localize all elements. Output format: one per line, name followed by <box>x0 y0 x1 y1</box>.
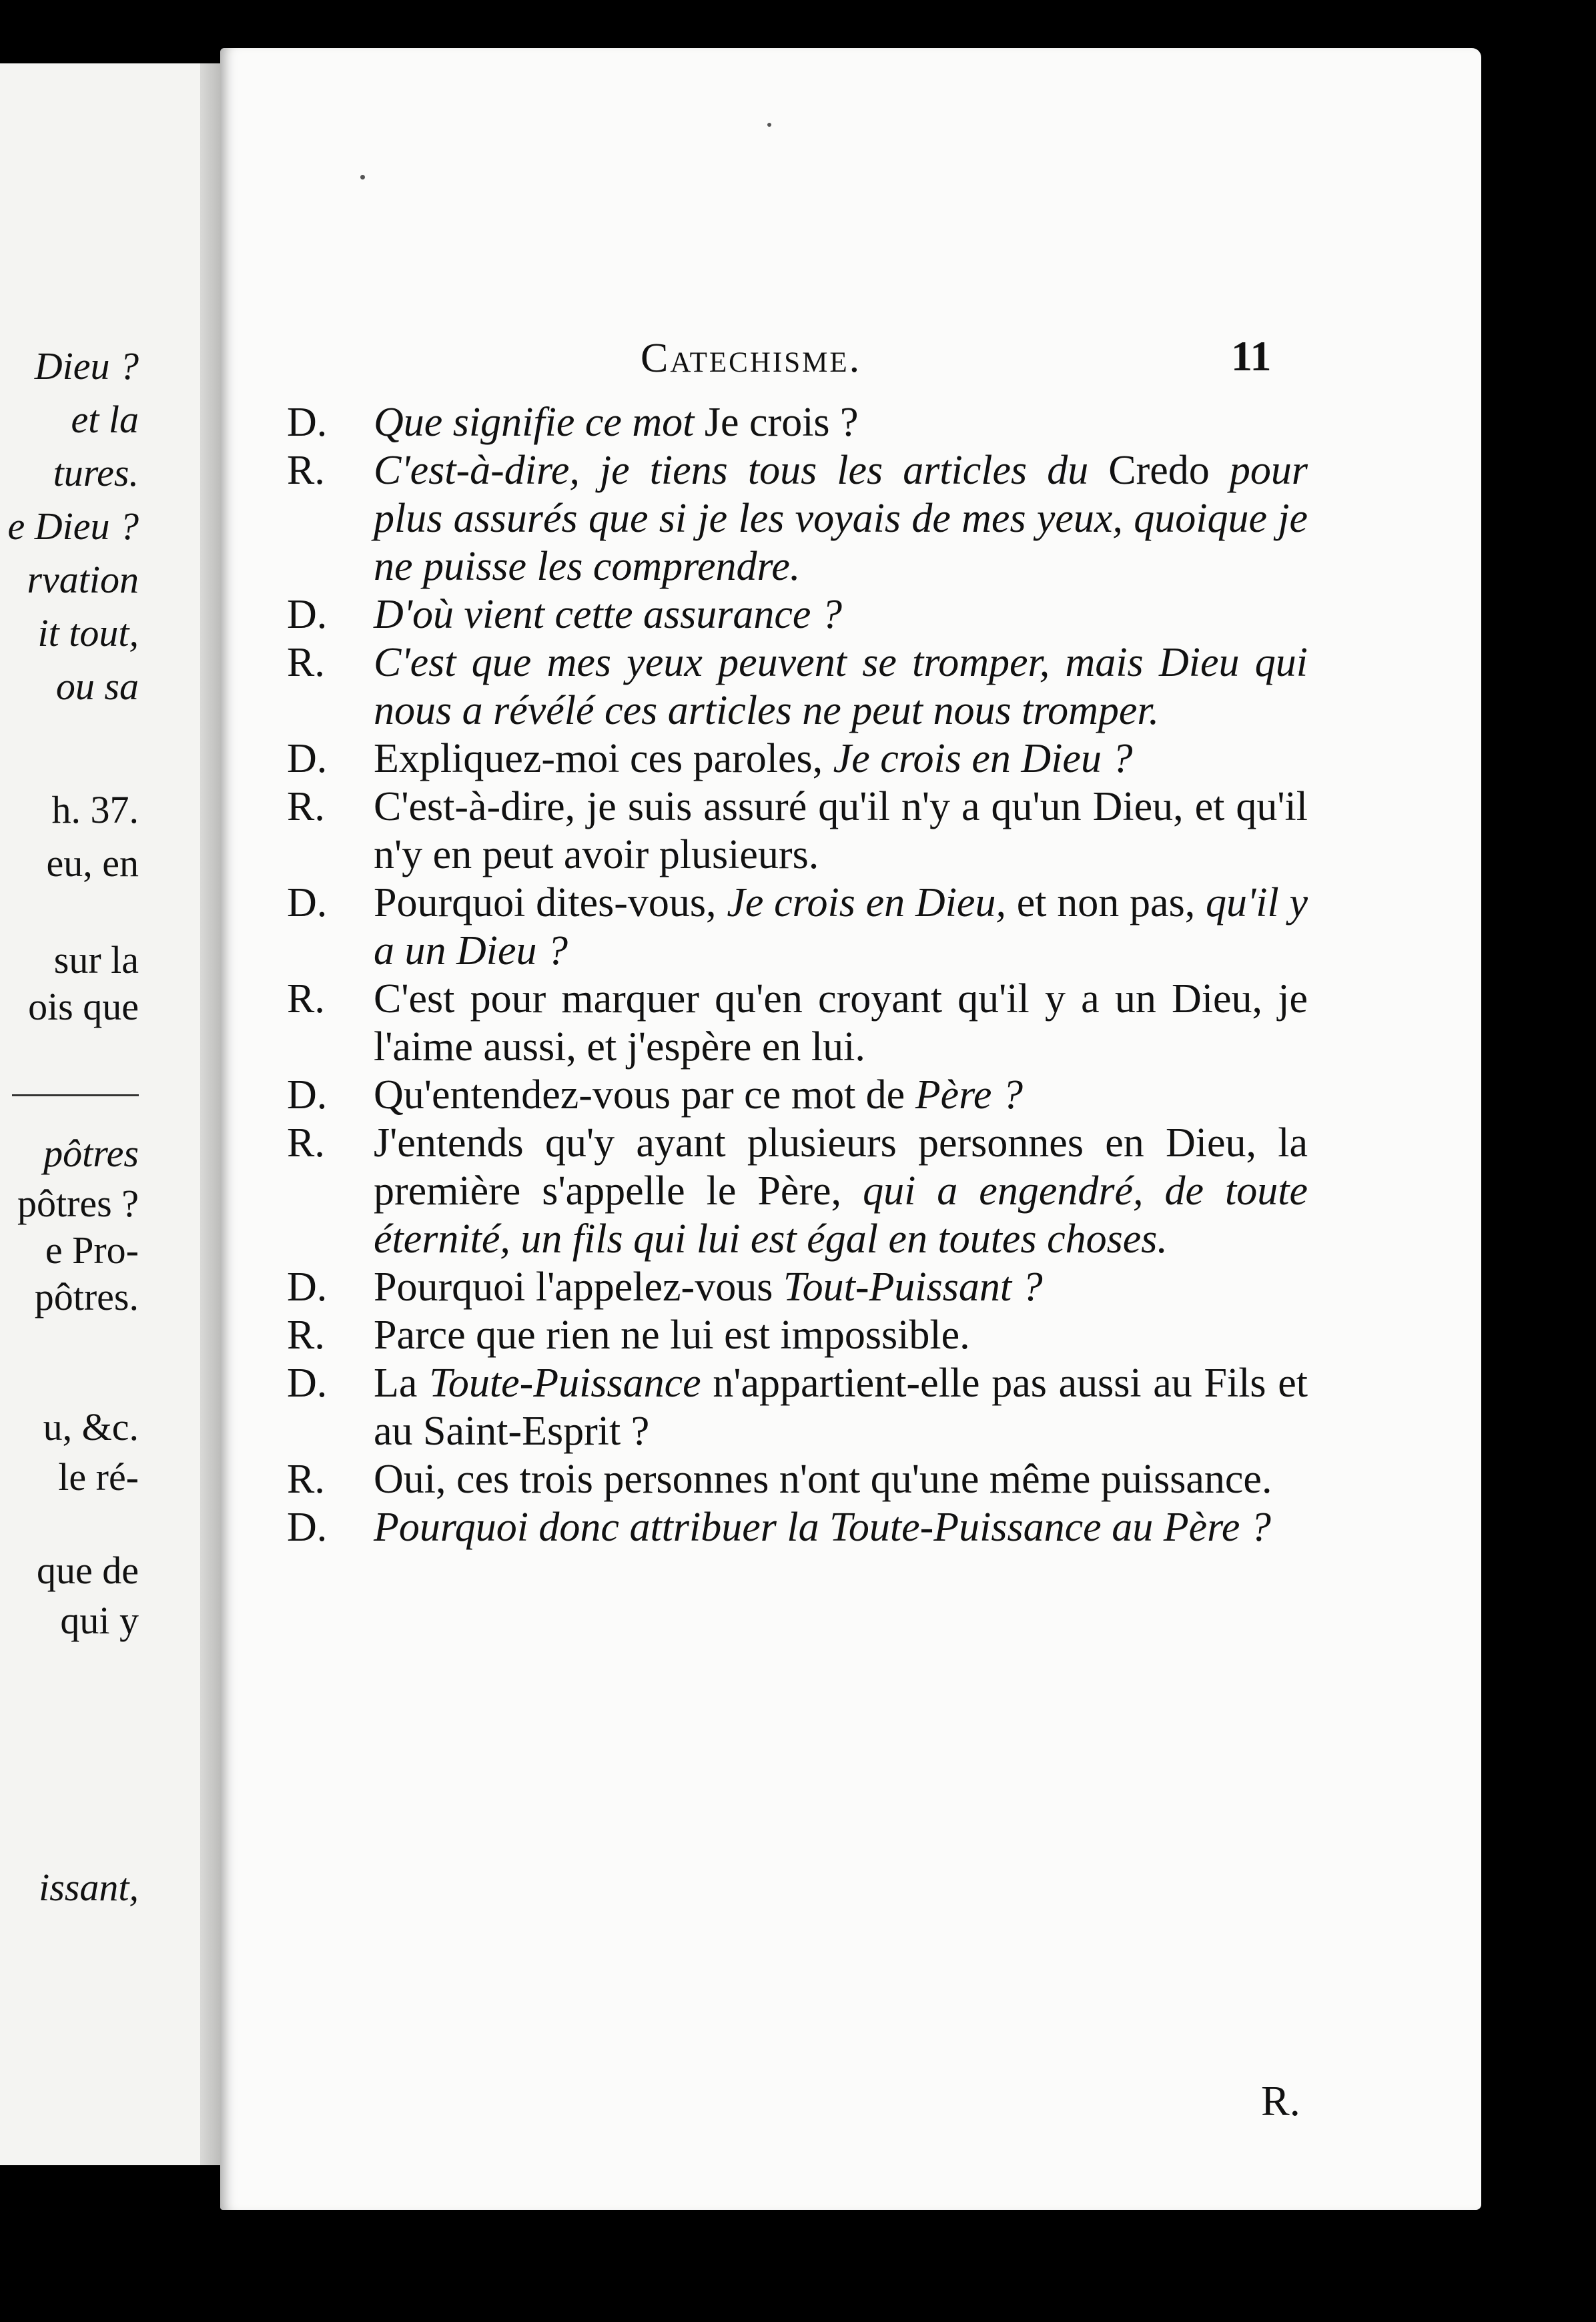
left-page-fragment: u, &c. <box>43 1405 139 1449</box>
question-entry <box>287 879 1308 975</box>
entry-label: D. <box>287 400 328 445</box>
entry-text-run: J'entends qu'y ayant plusieurs personnes en Dieu, la première s'appelle le Père, <box>374 1120 1308 1214</box>
entry-text-run: Père ? <box>915 1072 1023 1118</box>
entry-text-run: D'où vient cette assurance ? <box>374 592 842 637</box>
entry-text-run: Toute-Puissance <box>429 1361 701 1406</box>
entry-text <box>374 448 1308 589</box>
entry-text-run: Je crois en Dieu ? <box>833 736 1133 781</box>
left-facing-page <box>0 63 200 2165</box>
entry-label: D. <box>287 880 328 925</box>
book-gutter <box>200 63 220 2165</box>
answer-entry <box>287 446 1308 591</box>
answer-entry <box>287 1311 1308 1359</box>
left-page-fragment: ou sa <box>55 665 139 708</box>
entry-text <box>374 880 1308 974</box>
left-page-fragment: qui y <box>60 1599 139 1642</box>
entry-text-run: C'est que mes yeux peuvent se tromper, mais Dieu qui nous a révélé ces articles ne peut nous tromper. <box>374 640 1308 733</box>
question-entry <box>287 735 1308 783</box>
entry-text <box>374 1457 1272 1502</box>
entry-label: D. <box>287 1361 328 1406</box>
entry-text-run: C'est pour marquer qu'en croyant qu'il y a un Dieu, je l'aime aussi, et j'espère en lui. <box>374 976 1308 1070</box>
entry-text <box>374 400 859 445</box>
question-entry <box>287 398 1308 446</box>
speck <box>360 175 365 179</box>
answer-entry <box>287 975 1308 1071</box>
right-page <box>220 48 1481 2210</box>
entry-text <box>374 1120 1308 1262</box>
left-page-fragment: e Dieu ? <box>7 504 139 548</box>
speck <box>767 123 771 127</box>
entry-text <box>374 1505 1271 1550</box>
entry-text-run: et non pas, <box>1006 880 1206 925</box>
left-page-fragment: eu, en <box>46 841 139 885</box>
question-entry <box>287 1263 1308 1311</box>
entry-text <box>374 1072 1023 1118</box>
entry-label: R. <box>287 448 325 493</box>
entry-text-run: Expliquez-moi ces paroles, <box>374 736 833 781</box>
entry-text-run: C'est-à-dire, je tiens tous les articles du <box>374 448 1109 493</box>
entry-label: R. <box>287 640 325 685</box>
entry-text-run: Pourquoi dites-vous, <box>374 880 727 925</box>
entry-text <box>374 592 842 637</box>
left-page-fragment: tures. <box>53 451 139 494</box>
entry-text-run: qui a engendré, de toute éternité, un fils qui lui est égal en toutes choses. <box>374 1168 1308 1262</box>
question-entry <box>287 1359 1308 1455</box>
left-page-fragment: Dieu ? <box>34 344 139 388</box>
entry-text-run: qu'il y a un Dieu ? <box>374 880 1308 974</box>
running-head <box>641 335 861 382</box>
entry-text-run: Oui, ces trois personnes n'ont qu'une même puissance. <box>374 1457 1272 1502</box>
entry-label: R. <box>287 784 325 829</box>
left-page-fragment: it tout, <box>37 611 139 655</box>
left-page-fragment: pôtres <box>43 1132 139 1175</box>
entry-text <box>374 1264 1043 1310</box>
question-entry <box>287 1071 1308 1119</box>
entry-text-run: Pourquoi l'appelez-vous <box>374 1264 783 1310</box>
entry-text <box>374 1361 1308 1454</box>
entry-label: D. <box>287 1264 328 1310</box>
left-page-fragment: sur la <box>53 938 139 982</box>
entry-text-run: Pourquoi donc attribuer la Toute-Puissance au Père ? <box>374 1505 1271 1550</box>
entry-label: D. <box>287 592 328 637</box>
entry-text <box>374 640 1308 733</box>
entry-text <box>374 976 1308 1070</box>
entry-label: R. <box>287 1312 325 1358</box>
section-rule <box>12 1094 139 1096</box>
left-page-fragment: le ré- <box>58 1455 139 1499</box>
left-page-fragment: h. 37. <box>51 788 139 831</box>
answer-entry <box>287 783 1308 879</box>
answer-entry <box>287 1455 1308 1503</box>
entry-label: D. <box>287 1072 328 1118</box>
entry-text-run: n'appartient-elle pas aussi au Fils et au Saint-Esprit ? <box>374 1361 1308 1454</box>
entry-text-run: Tout-Puissant ? <box>783 1264 1043 1310</box>
answer-entry <box>287 639 1308 735</box>
running-head-title: Catechisme. <box>641 336 862 381</box>
entry-label: R. <box>287 1120 325 1166</box>
left-page-fragment: et la <box>71 398 139 441</box>
answer-entry <box>287 1119 1308 1263</box>
left-page-fragment: pôtres ? <box>17 1182 139 1225</box>
entry-text-run: Je crois ? <box>704 400 859 445</box>
question-entry <box>287 1503 1308 1551</box>
page-number: 11 <box>1231 332 1272 380</box>
left-page-fragment: pôtres. <box>34 1275 139 1318</box>
entry-text-run: Credo <box>1108 448 1230 493</box>
entry-text-run: La <box>374 1361 430 1406</box>
entry-text-run: Parce que rien ne lui est impossible. <box>374 1312 970 1358</box>
catchword: R. <box>1261 2077 1300 2124</box>
entry-label: R. <box>287 1457 325 1502</box>
entry-text <box>374 784 1308 877</box>
left-page-fragment: que de <box>37 1549 139 1592</box>
left-page-fragment: rvation <box>27 558 139 601</box>
left-page-fragment: e Pro- <box>45 1228 139 1272</box>
entry-text-run: Que signifie ce mot <box>374 400 705 445</box>
entry-label: D. <box>287 1505 328 1550</box>
catechism-text <box>287 398 1308 1551</box>
entry-text-run: Je crois en Dieu, <box>727 880 1006 925</box>
left-page-fragment: issant, <box>39 1866 139 1909</box>
question-entry <box>287 591 1308 639</box>
entry-text-run: pour plus assurés que si je les voyais de mes yeux, quoique je ne puisse les comprendre. <box>374 448 1308 589</box>
entry-label: R. <box>287 976 325 1022</box>
entry-label: D. <box>287 736 328 781</box>
entry-text <box>374 1312 970 1358</box>
entry-text-run: C'est-à-dire, je suis assuré qu'il n'y a qu'un Dieu, et qu'il n'y en peut avoir plusieurs. <box>374 784 1308 877</box>
entry-text <box>374 736 1132 781</box>
entry-text-run: Qu'entendez-vous par ce mot de <box>374 1072 915 1118</box>
left-page-fragment: ois que <box>28 985 139 1028</box>
